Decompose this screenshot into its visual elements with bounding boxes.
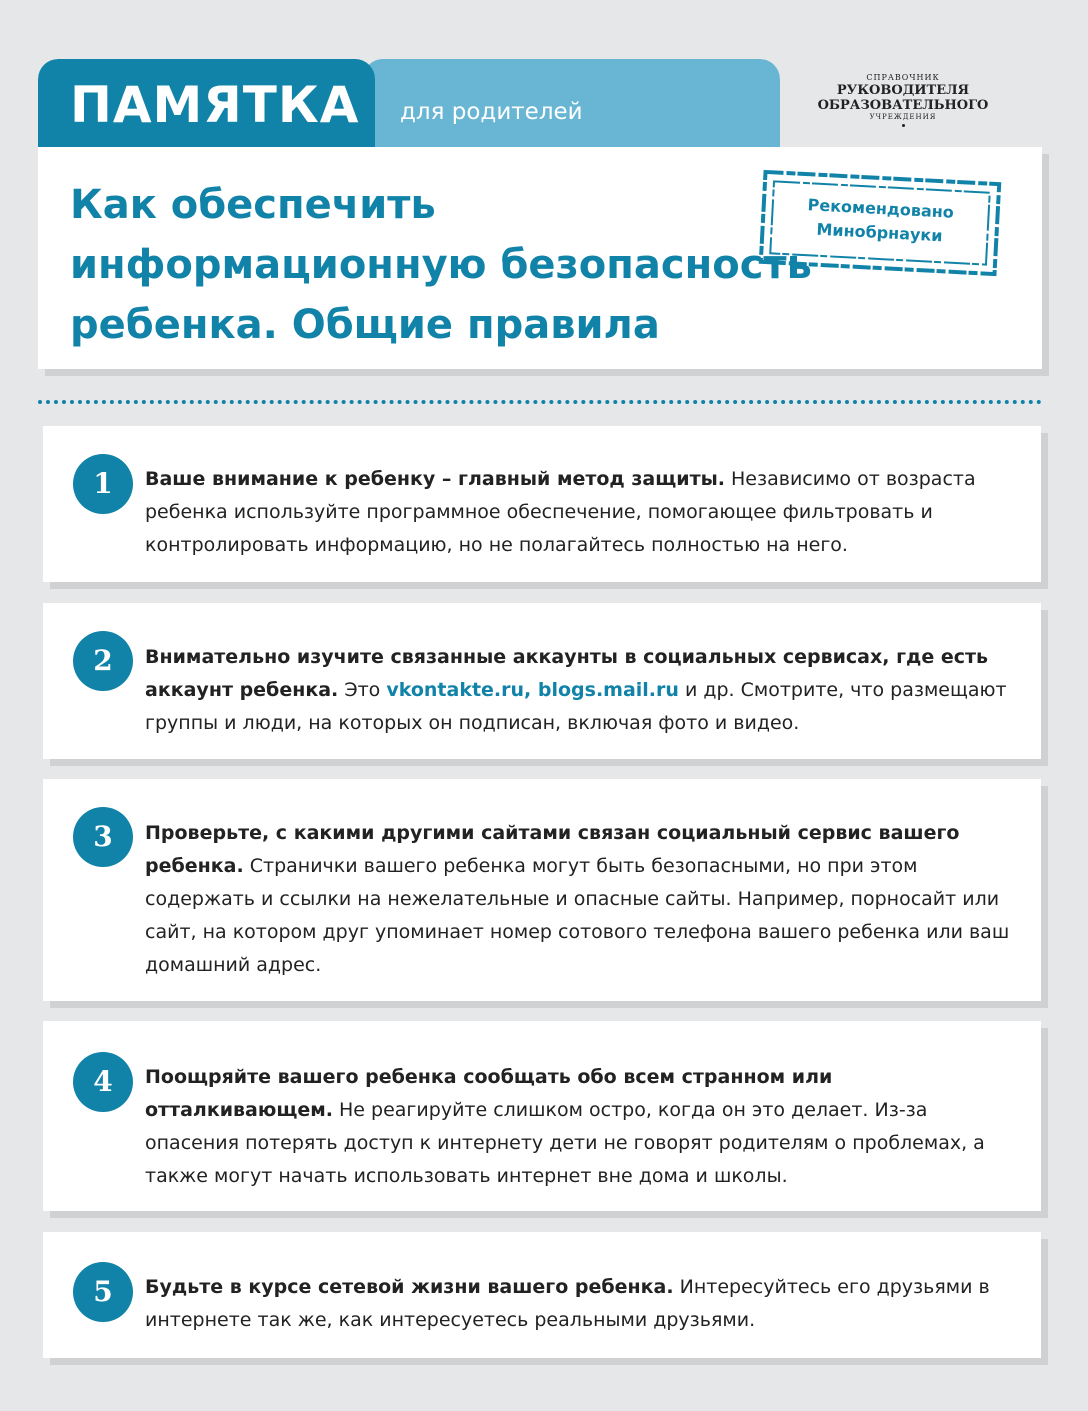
title-line-1: Как обеспечить bbox=[70, 182, 436, 228]
rule-number-badge: 2 bbox=[73, 631, 133, 691]
rule-card-5 bbox=[43, 1232, 1041, 1358]
rule-body: Странички вашего ребенка могут быть безопасными, но при этом содержать и ссылки на нежелательные и опасные сайты. Например, порносайт или сайт, на котором друг упоминает номер сотового телефона вашего ребенка или ваш домашний адрес. bbox=[145, 855, 1010, 976]
logo-line-3: ОБРАЗОВАТЕЛЬНОГО bbox=[817, 98, 989, 113]
logo-dot-icon bbox=[902, 124, 905, 127]
rule-text bbox=[145, 641, 1015, 740]
rule-body: Интересуйтесь его друзьями в интернете так же, как интересуетесь реальными друзьями. bbox=[145, 1276, 990, 1331]
rule-number-badge: 3 bbox=[73, 807, 133, 867]
header-subtitle: для родителей bbox=[400, 99, 583, 125]
logo-line-4: УЧРЕЖДЕНИЯ bbox=[869, 113, 937, 121]
rule-heading: Проверьте, с какими другими сайтами связан социальный сервис вашего ребенка. bbox=[145, 822, 960, 877]
rule-card-1 bbox=[43, 426, 1041, 582]
dotted-divider bbox=[38, 400, 1042, 404]
rule-text bbox=[145, 463, 1015, 562]
logo-line-2: РУКОВОДИТЕЛЯ bbox=[836, 83, 970, 98]
header-title: ПАМЯТКА bbox=[70, 76, 360, 134]
rule-body-after: и др. Смотрите, что размещают группы и люди, на которых он подписан, включая фото и видео. bbox=[145, 679, 1007, 734]
rule-number-badge: 5 bbox=[73, 1262, 133, 1322]
rule-text bbox=[145, 1061, 1015, 1193]
recommended-stamp bbox=[758, 169, 1003, 277]
rule-card-4 bbox=[43, 1021, 1041, 1211]
publisher-logo bbox=[812, 73, 994, 127]
rule-heading: Внимательно изучите связанные аккаунты в социальных сервисах, где есть аккаунт ребенка. bbox=[145, 646, 989, 701]
rule-number-badge: 4 bbox=[73, 1052, 133, 1112]
rule-text bbox=[145, 817, 1015, 982]
title-card bbox=[38, 147, 1042, 369]
rule-links: vkontakte.ru, blogs.mail.ru bbox=[386, 679, 679, 701]
rule-number-badge: 1 bbox=[73, 454, 133, 514]
title-line-2: информационную безопасность bbox=[70, 242, 812, 288]
stamp-line-1: Рекомендовано bbox=[807, 195, 955, 222]
rule-body: Не реагируйте слишком остро, когда он это делает. Из-за опасения потерять доступ к интернету дети не говорят родителям о проблемах, а также могут начать использовать интернет вне дома и школы. bbox=[145, 1099, 985, 1187]
logo-line-1: СПРАВОЧНИК bbox=[866, 73, 940, 82]
page-title bbox=[70, 175, 812, 355]
stamp-line-2: Минобрнауки bbox=[816, 219, 943, 246]
title-line-3: ребенка. Общие правила bbox=[70, 302, 660, 348]
rule-card-3 bbox=[43, 779, 1041, 1001]
rule-body-before: Это bbox=[338, 679, 387, 701]
rule-body: Независимо от возраста ребенка используйте программное обеспечение, помогающее фильтровать и контролировать информацию, но не полагайтесь полностью на него. bbox=[145, 468, 976, 556]
rule-text bbox=[145, 1271, 1015, 1337]
rule-heading: Ваше внимание к ребенку – главный метод защиты. bbox=[145, 468, 725, 490]
rule-card-2 bbox=[43, 603, 1041, 759]
header-tab bbox=[38, 59, 780, 159]
rule-heading: Будьте в курсе сетевой жизни вашего ребенка. bbox=[145, 1276, 674, 1298]
rule-heading: Поощряйте вашего ребенка сообщать обо всем странном или отталкивающем. bbox=[145, 1066, 833, 1121]
